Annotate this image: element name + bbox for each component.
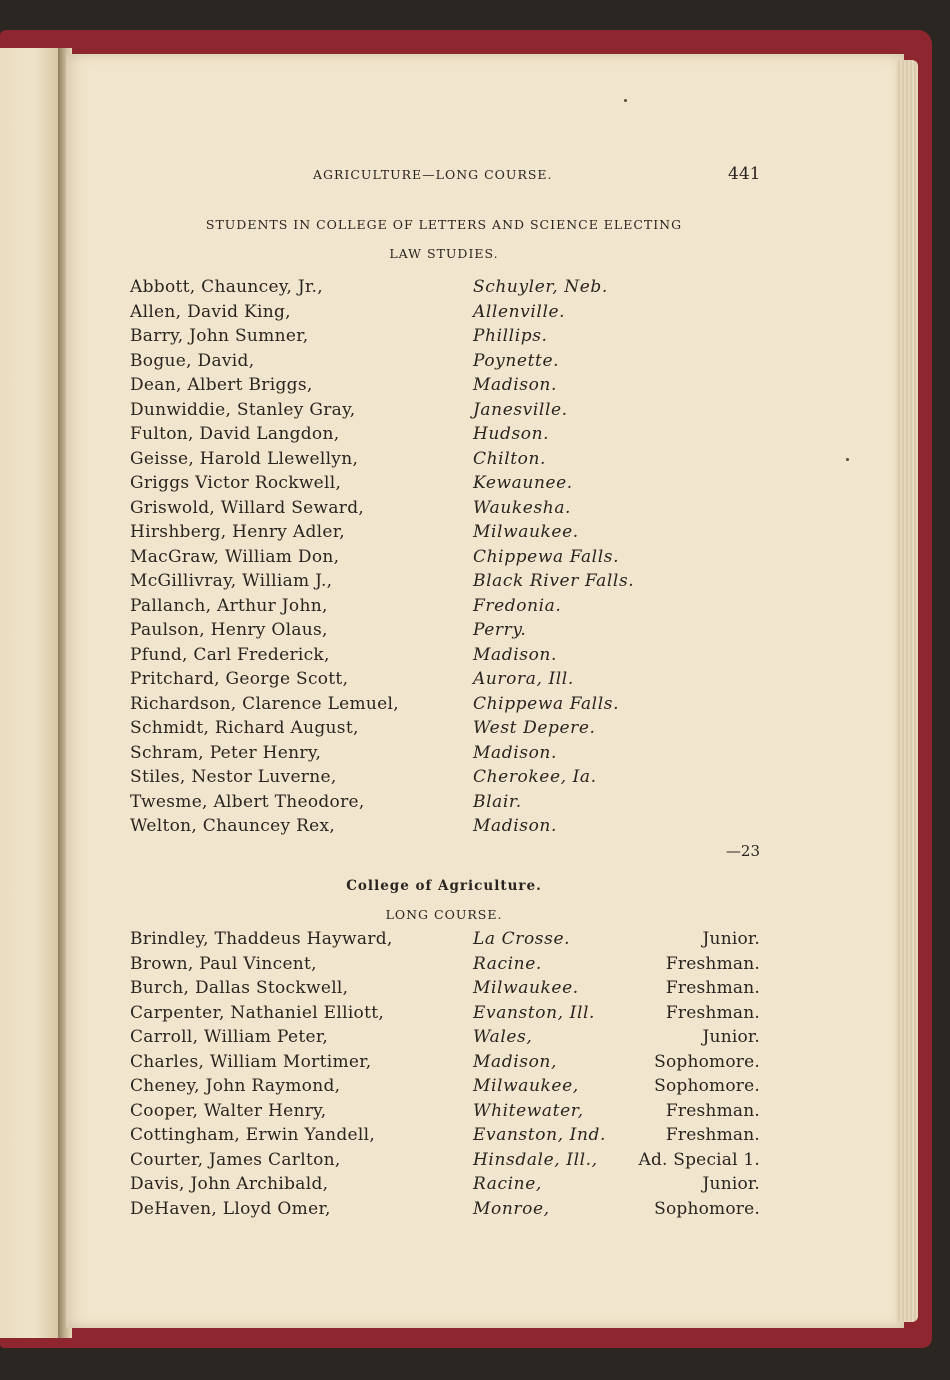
table-row xyxy=(130,424,760,448)
student-name: Pritchard, George Scott, xyxy=(130,669,349,689)
student-name: Schram, Peter Henry, xyxy=(130,742,322,763)
table-row xyxy=(130,522,760,546)
table-row xyxy=(130,620,760,644)
student-hometown: Chippewa Falls. xyxy=(473,546,620,567)
student-name: Allen, David King, xyxy=(130,301,291,322)
table-row xyxy=(130,767,760,791)
table-row xyxy=(130,547,760,571)
student-hometown: Hinsdale, Ill., xyxy=(473,1149,598,1170)
student-class: Freshman. xyxy=(665,978,760,998)
table-row xyxy=(130,816,760,840)
table-row xyxy=(130,1199,760,1223)
student-name: Griswold, Willard Seward, xyxy=(130,497,365,518)
table-row xyxy=(130,1101,760,1125)
table-row xyxy=(130,1150,760,1174)
table-row xyxy=(130,1125,760,1149)
student-hometown: Hudson. xyxy=(473,424,550,444)
student-hometown: Evanston, Ill. xyxy=(473,1002,596,1023)
student-hometown: Racine, xyxy=(473,1174,542,1194)
student-name: Cooper, Walter Henry, xyxy=(130,1100,327,1121)
student-hometown: West Depere. xyxy=(473,718,596,738)
table-row xyxy=(130,375,760,399)
table-row xyxy=(130,302,760,326)
student-class: Ad. Special 1. xyxy=(638,1149,760,1170)
student-name: Dunwiddie, Stanley Gray, xyxy=(130,399,356,420)
student-hometown: Madison. xyxy=(473,816,557,836)
student-name: Carpenter, Nathaniel Elliott, xyxy=(130,1002,385,1023)
student-class: Junior. xyxy=(702,1174,760,1194)
student-hometown: Milwaukee. xyxy=(473,978,579,998)
student-name: Carroll, William Peter, xyxy=(130,1027,329,1047)
page-edges xyxy=(896,60,918,1322)
table-row xyxy=(130,669,760,693)
table-row xyxy=(130,718,760,742)
student-hometown: Chilton. xyxy=(473,448,547,469)
student-name: Barry, John Sumner, xyxy=(130,326,309,346)
student-name: Stiles, Nestor Luverne, xyxy=(130,767,337,787)
student-hometown: Madison. xyxy=(473,742,557,763)
student-class: Freshman. xyxy=(665,1100,760,1121)
law-section-heading: STUDENTS IN COLLEGE OF LETTERS AND SCIENCE ELECTING xyxy=(205,217,683,232)
student-name: Cottingham, Erwin Yandell, xyxy=(130,1125,376,1145)
student-hometown: Perry. xyxy=(473,620,527,640)
student-name: Geisse, Harold Llewellyn, xyxy=(130,448,359,469)
student-class: Sophomore. xyxy=(654,1076,760,1096)
student-hometown: Waukesha. xyxy=(473,497,572,518)
student-class: Freshman. xyxy=(665,1002,760,1023)
table-row xyxy=(130,596,760,620)
table-row xyxy=(130,400,760,424)
student-class: Sophomore. xyxy=(654,1051,760,1072)
student-name: Pallanch, Arthur John, xyxy=(130,595,328,616)
student-class: Junior. xyxy=(702,1027,760,1047)
student-hometown: Schuyler, Neb. xyxy=(473,277,608,297)
student-name: Twesme, Albert Theodore, xyxy=(130,791,365,812)
student-name: Paulson, Henry Olaus, xyxy=(130,620,328,640)
student-name: McGillivray, William J., xyxy=(130,571,333,591)
student-hometown: Chippewa Falls. xyxy=(473,693,620,714)
student-name: Schmidt, Richard August, xyxy=(130,718,359,738)
left-page-fragment xyxy=(0,48,62,1338)
student-name: Dean, Albert Briggs, xyxy=(130,375,313,395)
page-number: 441 xyxy=(728,164,761,184)
student-name: Courter, James Carlton, xyxy=(130,1149,341,1170)
student-name: Charles, William Mortimer, xyxy=(130,1051,372,1072)
law-section-subheading: LAW STUDIES. xyxy=(389,246,499,261)
student-hometown: Fredonia. xyxy=(473,595,562,616)
student-hometown: Racine. xyxy=(473,953,542,974)
student-name: Burch, Dallas Stockwell, xyxy=(130,978,349,998)
table-row xyxy=(130,954,760,978)
student-hometown: Whitewater, xyxy=(473,1100,584,1121)
table-row xyxy=(130,1003,760,1027)
student-name: Hirshberg, Henry Adler, xyxy=(130,522,346,542)
student-class: Junior. xyxy=(702,929,760,949)
table-row xyxy=(130,792,760,816)
student-hometown: Milwaukee, xyxy=(473,1076,579,1096)
running-head: AGRICULTURE—LONG COURSE. xyxy=(313,167,553,182)
table-row xyxy=(130,473,760,497)
student-name: Bogue, David, xyxy=(130,350,255,371)
student-hometown: Madison, xyxy=(473,1051,557,1072)
student-hometown: Poynette. xyxy=(473,350,560,371)
student-hometown: Monroe, xyxy=(473,1198,550,1219)
table-row xyxy=(130,498,760,522)
table-row xyxy=(130,277,760,301)
student-name: Pfund, Carl Frederick, xyxy=(130,644,330,665)
student-hometown: Kewaunee. xyxy=(473,473,573,493)
student-hometown: Cherokee, Ia. xyxy=(473,767,597,787)
law-student-count: —23 xyxy=(725,842,760,860)
student-hometown: Wales, xyxy=(473,1027,533,1047)
student-hometown: Milwaukee. xyxy=(473,522,579,542)
student-name: Abbott, Chauncey, Jr., xyxy=(130,277,323,297)
table-row xyxy=(130,645,760,669)
long-course-heading: LONG COURSE. xyxy=(385,907,503,922)
student-hometown: Aurora, Ill. xyxy=(473,669,574,689)
student-class: Freshman. xyxy=(665,1125,760,1145)
student-hometown: Madison. xyxy=(473,644,557,665)
student-name: Griggs Victor Rockwell, xyxy=(130,473,342,493)
paper-speck xyxy=(846,458,849,461)
student-hometown: La Crosse. xyxy=(473,929,571,949)
table-row xyxy=(130,694,760,718)
student-hometown: Phillips. xyxy=(473,326,548,346)
table-row xyxy=(130,1027,760,1051)
student-class: Sophomore. xyxy=(654,1198,760,1219)
table-row xyxy=(130,571,760,595)
student-hometown: Allenville. xyxy=(473,301,566,322)
college-heading: College of Agriculture. xyxy=(346,878,542,894)
student-name: Brown, Paul Vincent, xyxy=(130,953,317,974)
student-name: Brindley, Thaddeus Hayward, xyxy=(130,929,393,949)
table-row xyxy=(130,326,760,350)
student-name: MacGraw, William Don, xyxy=(130,546,340,567)
table-row xyxy=(130,743,760,767)
table-row xyxy=(130,929,760,953)
paper-speck xyxy=(624,99,627,102)
student-name: Fulton, David Langdon, xyxy=(130,424,340,444)
student-hometown: Madison. xyxy=(473,375,557,395)
table-row xyxy=(130,1052,760,1076)
student-hometown: Evanston, Ind. xyxy=(473,1125,606,1145)
student-class: Freshman. xyxy=(665,953,760,974)
table-row xyxy=(130,1076,760,1100)
student-name: DeHaven, Lloyd Omer, xyxy=(130,1198,331,1219)
table-row xyxy=(130,1174,760,1198)
table-row xyxy=(130,351,760,375)
table-row xyxy=(130,978,760,1002)
student-name: Richardson, Clarence Lemuel, xyxy=(130,693,399,714)
student-hometown: Janesville. xyxy=(473,399,568,420)
student-name: Cheney, John Raymond, xyxy=(130,1076,341,1096)
student-hometown: Black River Falls. xyxy=(473,571,635,591)
student-name: Welton, Chauncey Rex, xyxy=(130,816,336,836)
student-hometown: Blair. xyxy=(473,791,522,812)
table-row xyxy=(130,449,760,473)
student-name: Davis, John Archibald, xyxy=(130,1174,329,1194)
